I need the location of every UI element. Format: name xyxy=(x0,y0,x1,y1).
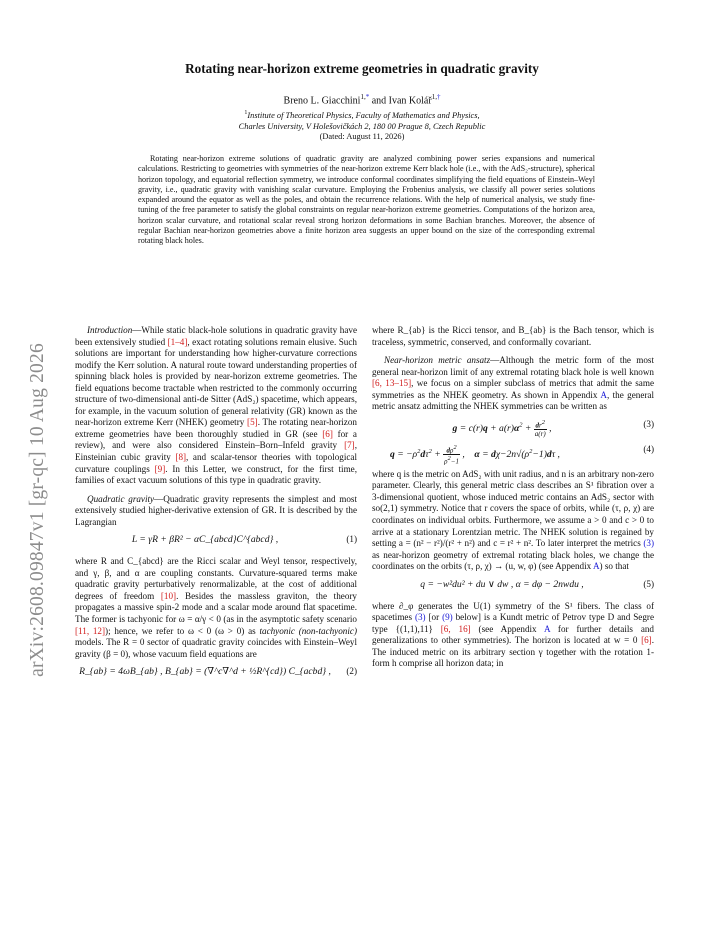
citation-link[interactable]: [6, 16] xyxy=(440,623,471,634)
equation-number: (2) xyxy=(346,666,357,677)
author-footnote-link[interactable]: * xyxy=(365,93,370,101)
author-name: Ivan Kolář xyxy=(388,95,432,107)
section-heading: Quadratic gravity xyxy=(87,493,155,504)
arxiv-stamp: arXiv:2608.09847v1 [gr-qc] 10 Aug 2026 xyxy=(27,343,48,677)
section-heading: Near-horizon metric ansatz xyxy=(384,355,491,366)
citation-link[interactable]: [8] xyxy=(175,452,187,463)
citation-link[interactable]: [6] xyxy=(322,428,333,439)
right-column xyxy=(372,325,654,670)
author-name: Breno L. Giacchini xyxy=(283,95,361,107)
abstract: Rotating near-horizon extreme solutions of quadratic gravity are analyzed combining power series expansions and numerical calculations. Restricting to geometries with symmetries of the near-horizon extreme Kerr black hole (i.e., with the AdS₂-structure), spherical horizon topology, and equatorial reflection symmetry, we introduce conformal coordinates simplifying the field equations of Einstein–Weyl gravity, i.e., quadratic gravity with vanishing scalar curvature. Employing the Frobenius analysis, we classify all power series solutions expanded around the equator as well as the poles, and obtain the recurrence relations. With the help of numerical analysis, we study fine-tuning of the free parameter to satisfy the global constraints on regular near-horizon extreme geometries. Computations of the horizon area, horizon scalar curvature, and rotational scalar reveal strong horizon deformations in some Bachian branches. Moreover, the absence of regular Bachian near-horizon geometries above a finite horizon area suggests an upper bound on the size of the corresponding extremal rotating black holes. xyxy=(138,154,595,246)
citation-link[interactable]: [11, 12] xyxy=(75,625,106,636)
equation-link[interactable]: (3) xyxy=(414,612,426,623)
citation-link[interactable]: [6] xyxy=(641,635,652,646)
equation-3: $g = c(r)q + a(r)\alpha^2$ + $\frac{dr^2}{a(r)}$ , (3) xyxy=(452,418,654,439)
affiliation: $^1$Institute of Theoretical Physics, Faculty of Mathematics and Physics, Charles University, V Holešovičkách 2, 180 00 Prague 8, Czech Republic xyxy=(238,110,486,131)
equation-1: L = γR + βR² − αC_{abcd}C^{abcd} , (1) xyxy=(131,534,357,546)
equation-5: q = −w²du² + du ∨ dw , α = dφ − 2nwdu , (5) xyxy=(420,578,654,590)
citation-link[interactable]: [9] xyxy=(154,463,166,474)
equation-number: (1) xyxy=(346,534,357,545)
paragraph-ansatz: Near-horizon metric ansatz—Although the metric form of the most general near-horizon limit of any extremal rotating black hole is well known [6, 13–15], we focus on a simpler subclass of metrics that admit the same symmetries as the NHEK geometry. As shown in Appendix A, the general metric ansatz admitting the NHEK symmetries can be written as xyxy=(372,355,655,412)
paragraph-couplings: where R and C_{abcd} are the Ricci scalar and Weyl tensor, respectively, and γ, β, and α are coupling constants. Curvature-squared terms make quadratic gravity perturbatively renormalizable, at the cost of additional degrees of freedom [10]. Besides the massless graviton, the theory propagates a massive spin-2 mode and a scalar mode around flat spacetime. The former is tachyonic for ω = α/γ < 0 (as in the asymptotic safety scenario [11, 12]); hence, we refer to ω < 0 (ω > 0) as tachyonic (non-tachyonic) models. The R = 0 sector of quadratic gravity coincides with Einstein–Weyl gravity (β = 0), whose vacuum field equations are xyxy=(75,556,357,659)
citation-link[interactable]: [5] xyxy=(247,417,258,428)
paragraph-bach: where R_{ab} is the Ricci tensor, and B_{ab} is the Bach tensor, which is traceless, symmetric, conserved, and conformally covariant. xyxy=(372,325,654,347)
equation-2: R_{ab} = 4ωB_{ab} , B_{ab} = (∇^c∇^d + ½R^{cd}) C_{acbd} , (2) xyxy=(79,666,357,678)
citation-link[interactable]: [10] xyxy=(160,590,177,601)
citation-link[interactable]: [7] xyxy=(344,440,355,451)
author-list: Breno L. Giacchini$^{1,*}$ and Ivan Kolář$^{1,\dagger}$ xyxy=(283,93,441,107)
equation-4: $q = -\rho^2d\tau^2$ + $\frac{d\rho^2}{\rho^2-1}$ , $\alpha = d\chi-2n√(\rho^2-1)d\tau$ , (4) xyxy=(390,443,654,466)
appendix-link[interactable]: A xyxy=(592,561,600,572)
paragraph-metric-class: where q is the metric on AdS₂ with unit radius, and n is an arbitrary non-zero parameter. Clearly, this general metric class describes an S¹ fibration over a 3-dimensional quotient, whose induced metric contains an AdS₂ sector with so(2,1) symmetry. Notice that r covers the space of orbits, while (τ, ρ, χ) are coordinates on individual orbits. Furthermore, we assume a > 0 and c > 0 to arrive at a stationary Lorentzian metric. The NHEK solution is regained by setting a = (n² − r²)/(r² + n²) and c = r² + n². To later interpret the metrics (3) as near-horizon geometry of extremal rotating black holes, we change the coordinates on the orbits (τ, ρ, χ) → (u, w, φ) (see Appendix A) so that xyxy=(372,468,654,572)
appendix-link[interactable]: A xyxy=(543,623,551,634)
paragraph-introduction: Introduction—While static black-hole solutions in quadratic gravity have been extensively studied [1–4], exact rotating solutions remain elusive. Such solutions are important for understanding how higher-curvature corrections modify the Kerr solution. A natural route toward understanding properties of spinning black holes is provided by near-horizon extreme geometries. The field equations become tractable when restricted to the commonly occurring structure of two-dimensional anti-de Sitter (AdS₂) spacetime, which appears, for example, in the vacuum solution of general relativity (GR) known as the near-horizon extreme Kerr (NHEK) geometry [5]. The rotating near-horizon extreme geometries have been thoroughly studied in GR (see [6] for a review), and were also considered Einstein–Born–Infeld gravity [7], Einsteinian cubic gravity [8], and scalar-tensor theories with topological curvature couplings [9]. In this Letter, we construct, for the first time, families of exact vacuum solutions of this type in quadratic gravity. xyxy=(75,325,357,486)
equation-link[interactable]: (3) xyxy=(643,538,654,549)
equation-number: (3) xyxy=(643,418,654,429)
equation-number: (4) xyxy=(643,443,654,454)
appendix-link[interactable]: A xyxy=(600,389,607,400)
citation-link[interactable]: [1–4] xyxy=(167,336,188,347)
equation-number: (5) xyxy=(643,578,654,589)
paragraph-kundt: where ∂_φ generates the U(1) symmetry of the S¹ fibers. The class of spacetimes (3) [or (9) below] is a Kundt metric of Petrov type D and Segre type {(1,1),11} [6, 16] (see Appendix A for further details and generalizations to other symmetries). The horizon is located at w = 0 [6]. The induced metric on its arbitrary section γ together with the rotation 1-form h comprise all horizon data; in xyxy=(372,600,654,669)
section-heading: Introduction xyxy=(87,325,133,335)
author-footnote-link[interactable]: † xyxy=(436,93,441,101)
citation-link[interactable]: [6, 13–15] xyxy=(372,378,412,389)
date-line: (Dated: August 11, 2026) xyxy=(319,132,405,141)
paragraph-quadratic-gravity: Quadratic gravity—Quadratic gravity represents the simplest and most extensively studied higher-derivative extension of GR. It is described by the Lagrangian xyxy=(75,493,357,527)
equation-link[interactable]: (9) xyxy=(442,612,453,623)
left-column xyxy=(75,325,357,688)
paper-title: Rotating near-horizon extreme geometries in quadratic gravity xyxy=(185,61,539,76)
